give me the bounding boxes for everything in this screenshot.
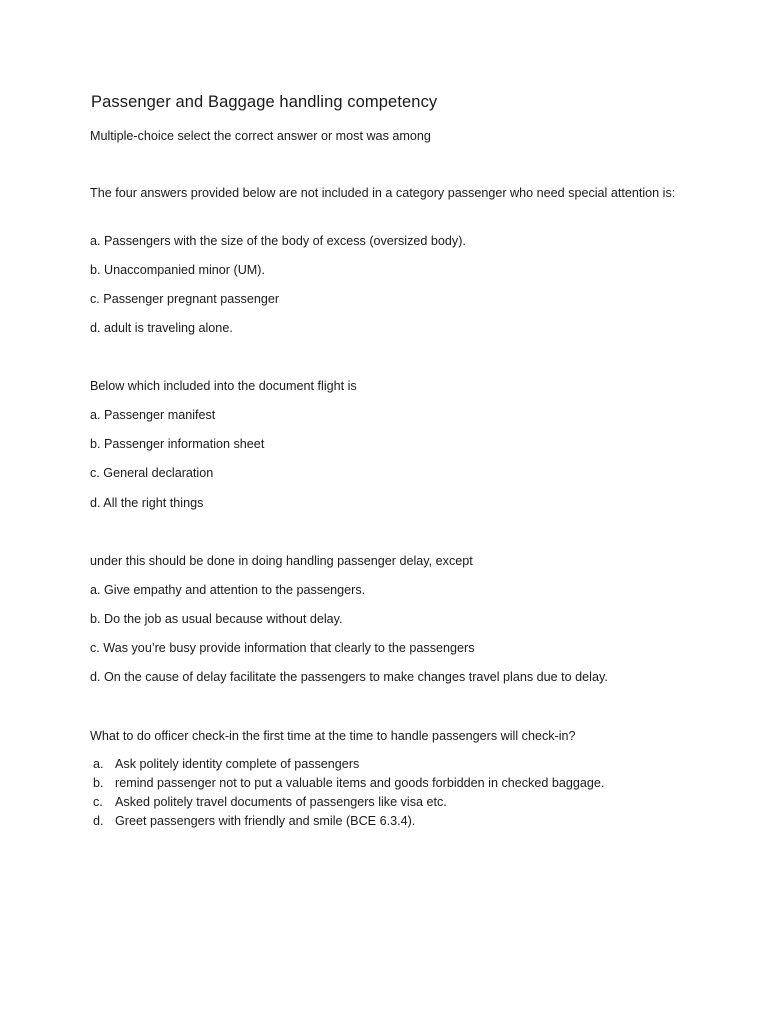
question-1-option-a: a. Passengers with the size of the body of excess (oversized body). [90,234,466,248]
list-letter: a. [93,757,104,771]
list-item-text: remind passenger not to put a valuable items and goods forbidden in checked baggage. [115,776,605,790]
question-3-option-c: c. Was you’re busy provide information that clearly to the passengers [90,641,475,655]
list-item-text: Asked politely travel documents of passengers like visa etc. [115,795,447,809]
question-1-option-b: b. Unaccompanied minor (UM). [90,263,265,277]
question-3-option-d: d. On the cause of delay facilitate the passengers to make changes travel plans due to delay. [90,670,608,684]
list-letter: c. [93,795,103,809]
question-4-text: What to do officer check-in the first time at the time to handle passengers will check-in? [90,729,576,743]
question-2-option-c: c. General declaration [90,466,214,480]
list-letter: d. [93,814,104,828]
question-3-option-b: b. Do the job as usual because without delay. [90,612,343,626]
question-2-option-a: a. Passenger manifest [90,408,216,422]
question-1-text: The four answers provided below are not included in a category passenger who need special attention is: [90,186,676,200]
question-4-list-item-b [93,775,604,792]
question-1-option-c: c. Passenger pregnant passenger [90,292,280,306]
question-2-text: Below which included into the document flight is [90,379,357,393]
question-3-text: under this should be done in doing handling passenger delay, except [90,554,473,568]
question-4-list-item-c [93,794,447,811]
question-2-option-b: b. Passenger information sheet [90,437,265,451]
document-title: Passenger and Baggage handling competency [91,93,438,111]
list-letter: b. [93,776,104,790]
question-4-list-item-d [93,813,415,830]
question-1-option-d: d. adult is traveling alone. [90,321,233,335]
list-item-text: Ask politely identity complete of passengers [115,757,360,771]
question-3-option-a: a. Give empathy and attention to the passengers. [90,583,366,597]
question-4-list-item-a [93,756,359,773]
list-item-text: Greet passengers with friendly and smile (BCE 6.3.4). [115,814,416,828]
question-2-option-d: d. All the right things [90,496,204,510]
instruction-text: Multiple-choice select the correct answer or most was among [90,129,431,143]
